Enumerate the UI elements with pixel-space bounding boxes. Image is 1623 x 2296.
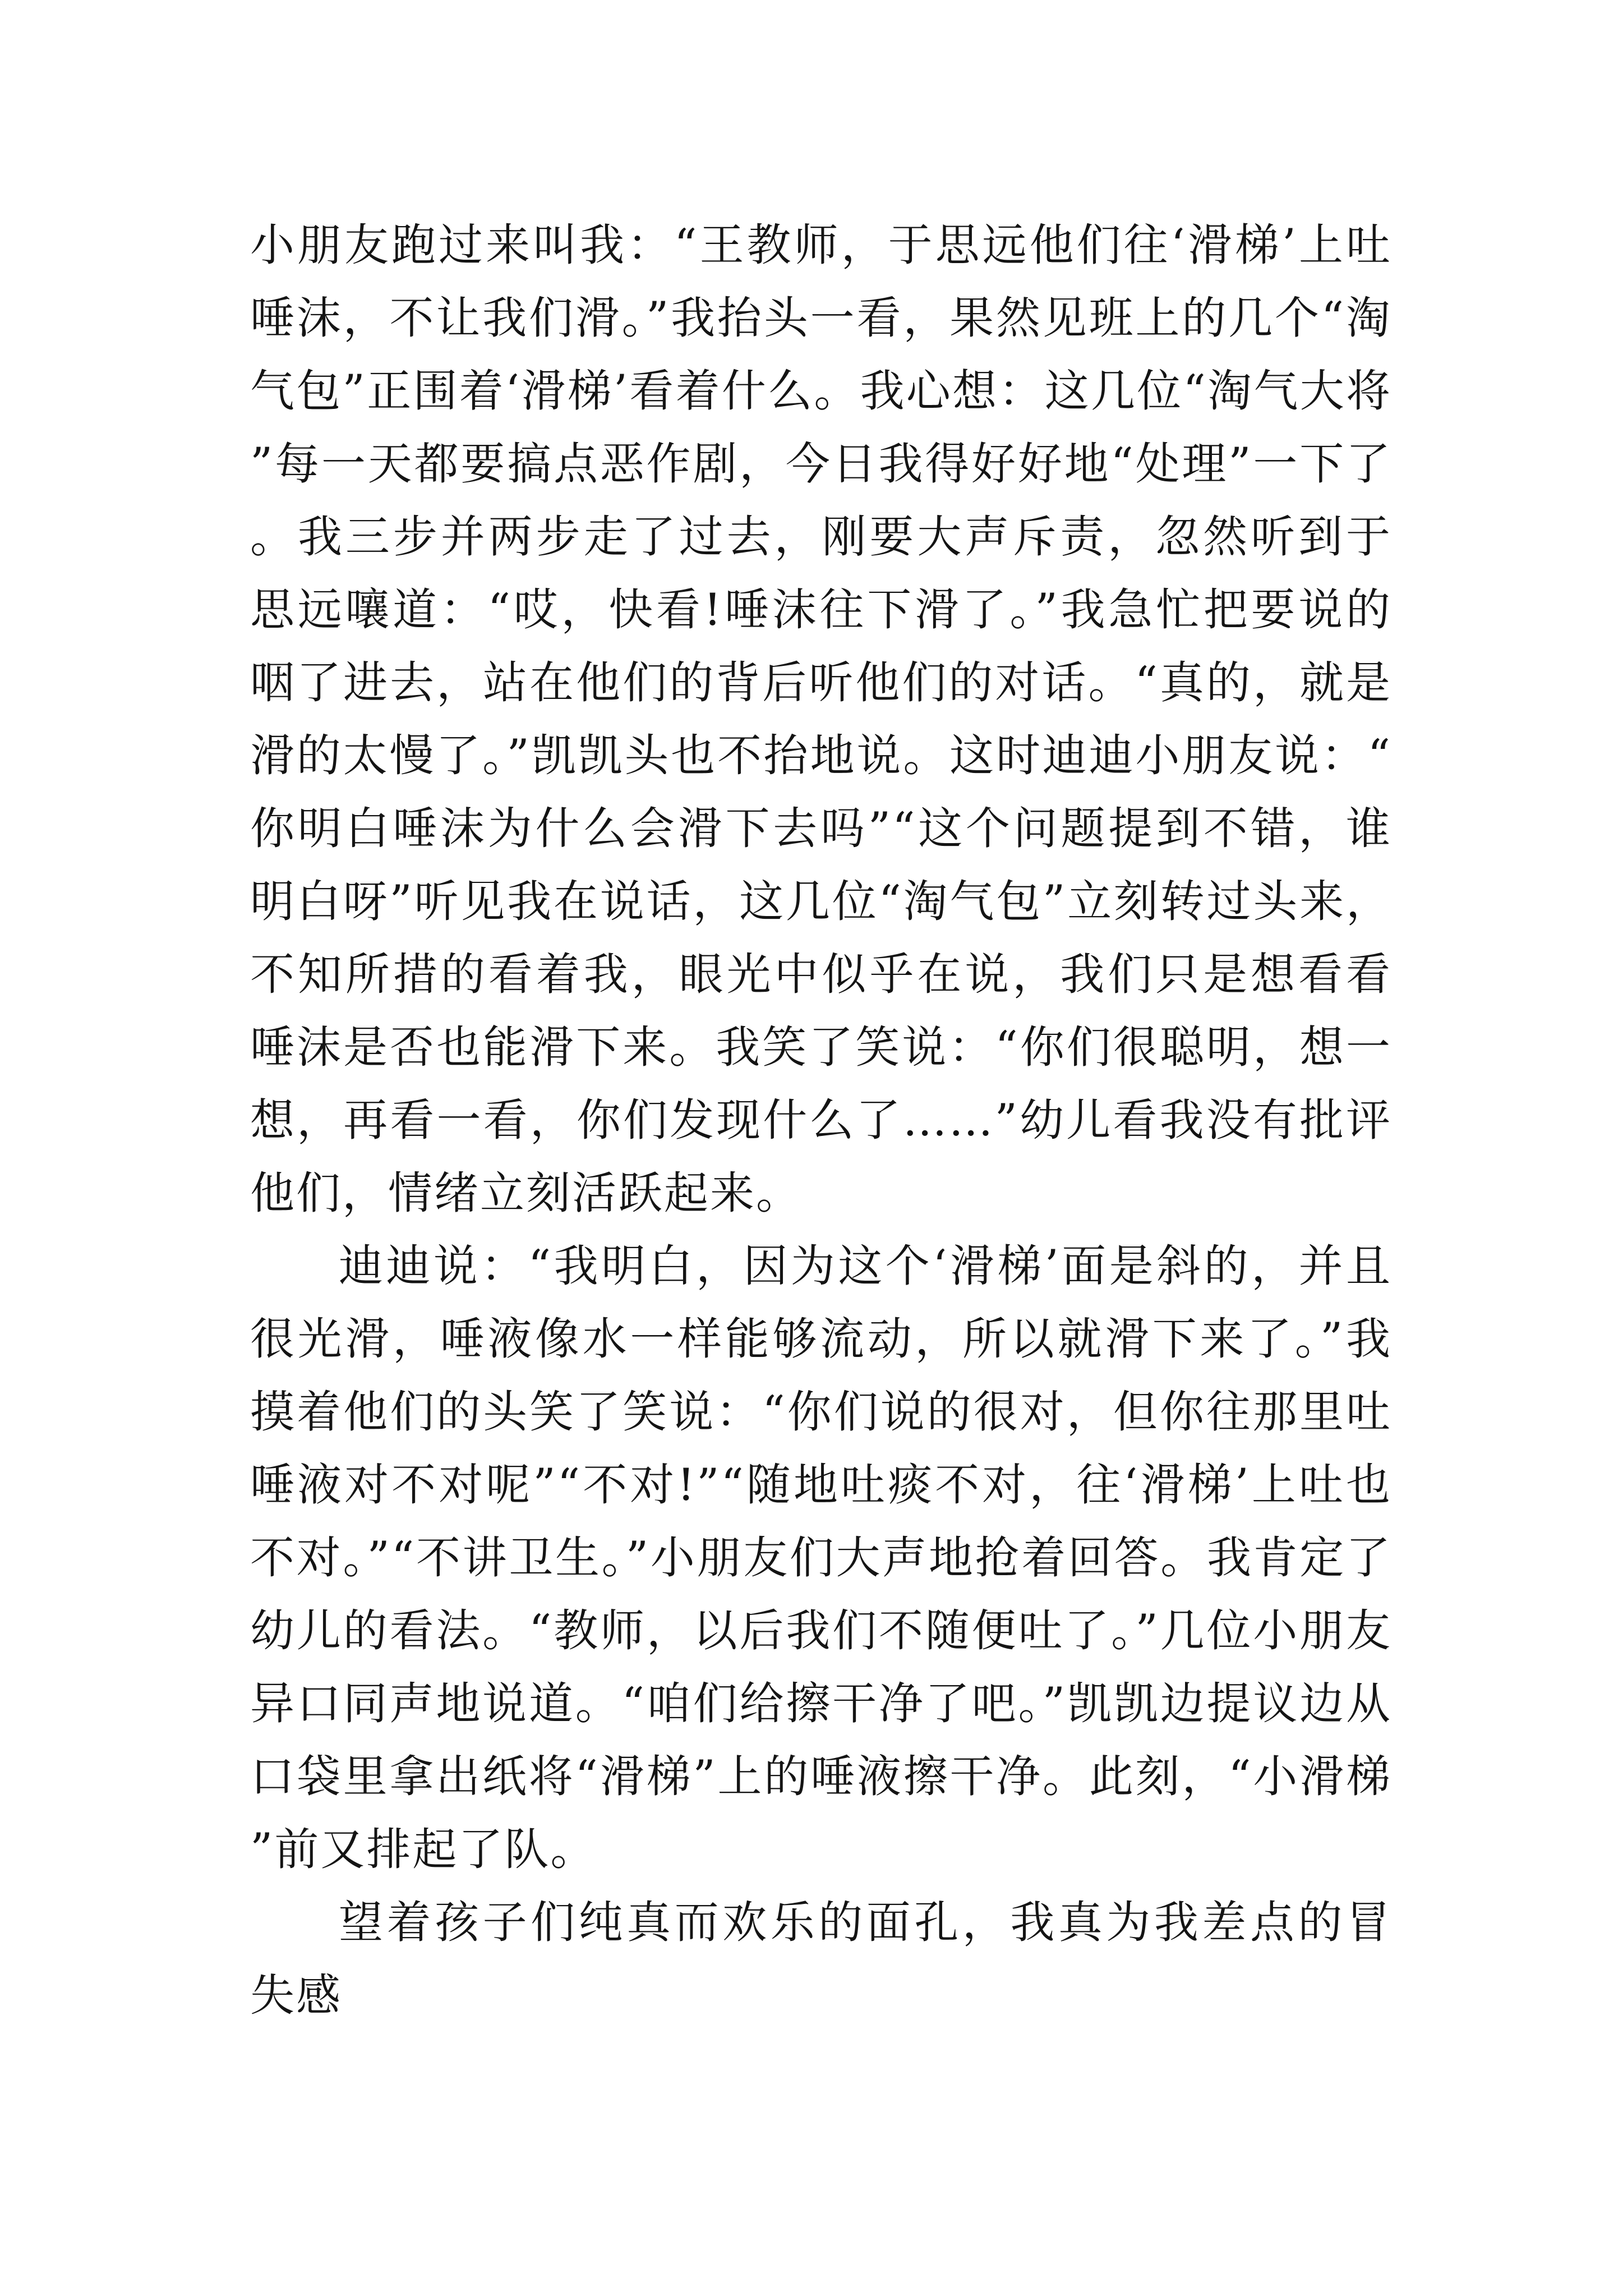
- paragraph: 望着孩子们纯真而欢乐的面孔，我真为我差点的冒失感: [250, 1897, 1392, 2021]
- paragraph: 小朋友跑过来叫我：“王教师，于思远他们往‘滑梯’上吐唾沫，不让我们滑。”我抬头一看，果然见班上的几个“淘气包”正围着‘滑梯’看着什么。我心想：这几位“淘气大将”每一天都要搞点恶作剧，今日我得好好地“处理”一下了。我三步并两步走了过去，刚要大声斥责，忽然听到于思远嚷道：“哎，快看!唾沫往下滑了。”我急忙把要说的咽了进去，站在他们的背后听他们的对话。“真的，就是滑的太慢了。”凯凯头也不抬地说。这时迪迪小朋友说：“你明白唾沫为什么会滑下去吗”“这个问题提到不错，谁明白呀”听见我在说话，这几位“淘气包”立刻转过头来，不知所措的看着我，眼光中似乎在说，我们只是想看看唾沫是否也能滑下来。我笑了笑说：“你们很聪明，想一想，再看一看，你们发现什么了……”幼儿看我没有批评他们，情绪立刻活跃起来。: [250, 219, 1392, 1219]
- paragraph: 迪迪说：“我明白，因为这个‘滑梯’面是斜的，并且很光滑，唾液像水一样能够流动，所以就滑下来了。”我摸着他们的头笑了笑说：“你们说的很对，但你往那里吐唾液对不对呢”“不对!”“随地吐痰不对，往‘滑梯’上吐也不对。”“不讲卫生。”小朋友们大声地抢着回答。我肯定了幼儿的看法。“教师，以后我们不随便吐了。”几位小朋友异口同声地说道。“咱们给擦干净了吧。”凯凯边提议边从口袋里拿出纸将“滑梯”上的唾液擦干净。此刻，“小滑梯”前又排起了队。: [250, 1240, 1392, 1875]
- document-body: [250, 209, 1392, 2032]
